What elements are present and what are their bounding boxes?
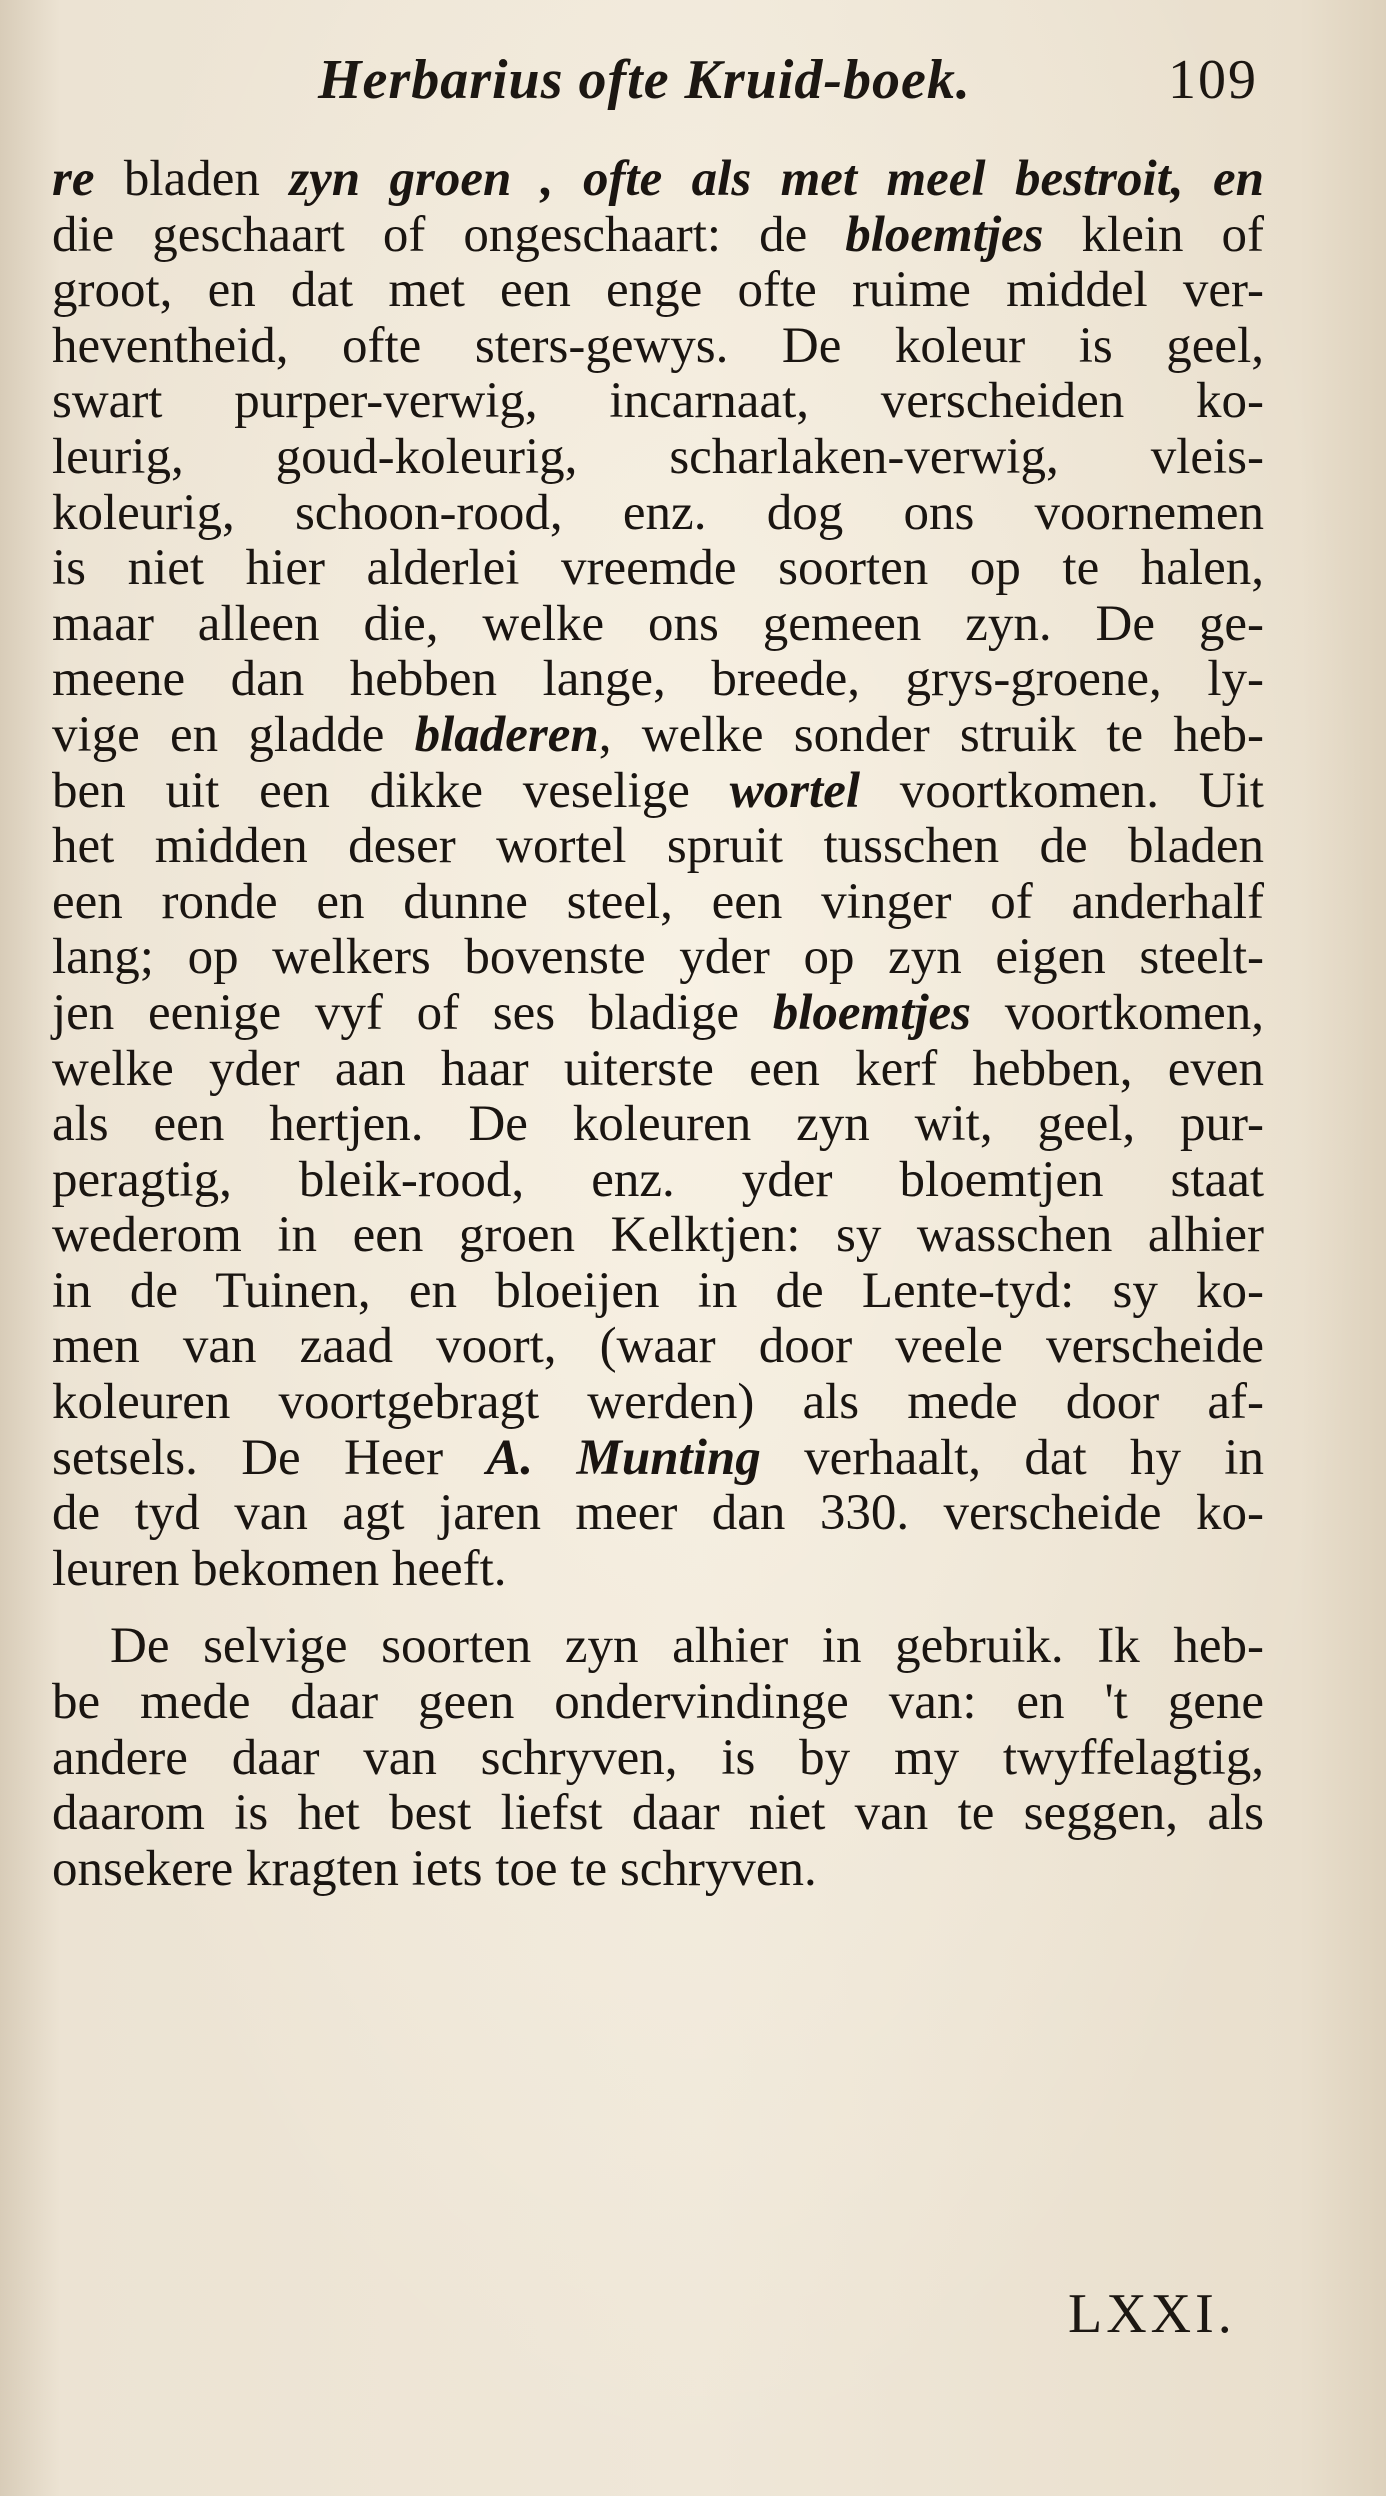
catchword: LXXI. xyxy=(1068,2283,1236,2345)
text-run: wederom in een groen Kelktjen: sy wasschen alhier xyxy=(52,1207,1264,1264)
text-run: is niet hier alderlei vreemde soorten op te halen, xyxy=(52,540,1264,597)
text-line xyxy=(52,652,1264,708)
text-run: koleuren voortgebragt werden) als mede door af- xyxy=(52,1374,1264,1431)
text-run: verhaalt, dat hy in xyxy=(760,1429,1264,1486)
text-run: setsels. De Heer xyxy=(52,1429,487,1486)
text-run: , welke sonder struik te heb- xyxy=(598,706,1264,763)
text-line xyxy=(52,1542,1264,1598)
italic-term: bladeren xyxy=(414,706,599,763)
text-run: maar alleen die, welke ons gemeen zyn. De ge- xyxy=(52,595,1264,652)
text-run: meene dan hebben lange, breede, grys-groene, ly- xyxy=(52,651,1264,708)
text-line xyxy=(52,708,1264,764)
text-line xyxy=(52,208,1264,264)
text-line xyxy=(52,597,1264,653)
italic-term: A. Munting xyxy=(486,1429,761,1486)
text-run: bladen xyxy=(123,151,260,207)
text-line xyxy=(52,486,1264,542)
text-line xyxy=(52,1097,1264,1153)
text-run: onsekere kragten iets toe te schryven. xyxy=(52,1840,817,1897)
text-line xyxy=(52,875,1264,931)
text-run: voortkomen. Uit xyxy=(860,762,1264,819)
page-number: 109 xyxy=(1168,49,1258,111)
text-run: de tyd van agt jaren meer dan 330. verscheide ko- xyxy=(52,1485,1264,1542)
text-run: leuren bekomen heeft. xyxy=(52,1540,507,1597)
text-line xyxy=(52,1842,1264,1898)
text-run: peragtig, bleik-rood, enz. yder bloemtjen staat xyxy=(52,1151,1264,1208)
text-run: voortkomen, xyxy=(971,984,1264,1041)
text-line xyxy=(52,764,1264,820)
text-run: een ronde en dunne steel, een vinger of anderhalf xyxy=(52,873,1264,930)
text-run: klein of xyxy=(1043,206,1264,263)
text-run: koleurig, schoon-rood, enz. dog ons voornemen xyxy=(52,484,1264,541)
body-text xyxy=(52,152,1264,1897)
text-line xyxy=(52,263,1264,319)
page-header xyxy=(0,48,1386,118)
text-run: andere daar van schryven, is by my twyffelagtig, xyxy=(52,1729,1264,1786)
text-run: daarom is het best liefst daar niet van te seggen, als xyxy=(52,1785,1264,1842)
text-line xyxy=(52,986,1264,1042)
text-line xyxy=(52,541,1264,597)
text-run: men van zaad voort, (waar door veele verscheide xyxy=(52,1318,1264,1375)
text-line xyxy=(52,152,1264,208)
text-run: heventheid, ofte sters-gewys. De koleur is geel, xyxy=(52,317,1264,374)
text-run: het midden deser wortel spruit tusschen de bladen xyxy=(52,818,1264,875)
text-line xyxy=(52,930,1264,986)
text-line xyxy=(52,1786,1264,1842)
text-run: leurig, goud-koleurig, scharlaken-verwig, vleis- xyxy=(52,428,1264,485)
italic-term: bloemtjes xyxy=(845,206,1044,263)
text-line xyxy=(52,1675,1264,1731)
italic-term: re xyxy=(52,151,124,207)
paragraph-1 xyxy=(52,152,1264,1597)
text-line xyxy=(52,1375,1264,1431)
text-line xyxy=(52,1431,1264,1487)
text-run: welke yder aan haar uiterste een kerf hebben, even xyxy=(52,1040,1264,1097)
text-line xyxy=(52,1264,1264,1320)
text-line xyxy=(52,819,1264,875)
italic-term: bloemtjes xyxy=(772,984,972,1041)
italic-term: wortel xyxy=(729,762,860,819)
paragraph-2 xyxy=(52,1619,1264,1897)
text-run: als een hertjen. De koleuren zyn wit, geel, pur- xyxy=(52,1096,1264,1153)
text-run: groot, en dat met een enge ofte ruime middel ver- xyxy=(52,262,1264,319)
text-run: swart purper-verwig, incarnaat, verscheiden ko- xyxy=(52,373,1264,430)
text-run: ben uit een dikke veselige xyxy=(52,762,730,819)
text-run: lang; op welkers bovenste yder op zyn eigen steelt- xyxy=(52,929,1264,986)
text-run: be mede daar geen ondervindinge van: en 't gene xyxy=(52,1674,1264,1731)
text-run: in de Tuinen, en bloeijen in de Lente-tyd: sy ko- xyxy=(52,1262,1264,1319)
running-title: Herbarius ofte Kruid-boek. xyxy=(318,49,971,111)
text-line xyxy=(52,1319,1264,1375)
text-line xyxy=(52,1208,1264,1264)
text-line xyxy=(52,1042,1264,1098)
text-line xyxy=(52,374,1264,430)
text-run: De selvige soorten zyn alhier in gebruik. Ik heb- xyxy=(110,1618,1264,1675)
text-line xyxy=(52,1153,1264,1209)
text-run: vige en gladde xyxy=(52,706,415,763)
italic-term: zyn groen , ofte als met meel bestroit, en xyxy=(259,151,1264,207)
text-line xyxy=(52,1619,1264,1675)
text-run: die geschaart of ongeschaart: de xyxy=(52,206,846,263)
text-line xyxy=(52,1486,1264,1542)
text-run: jen eenige vyf of ses bladige xyxy=(52,984,773,1041)
text-line xyxy=(52,1731,1264,1787)
text-line xyxy=(52,430,1264,486)
text-line xyxy=(52,319,1264,375)
